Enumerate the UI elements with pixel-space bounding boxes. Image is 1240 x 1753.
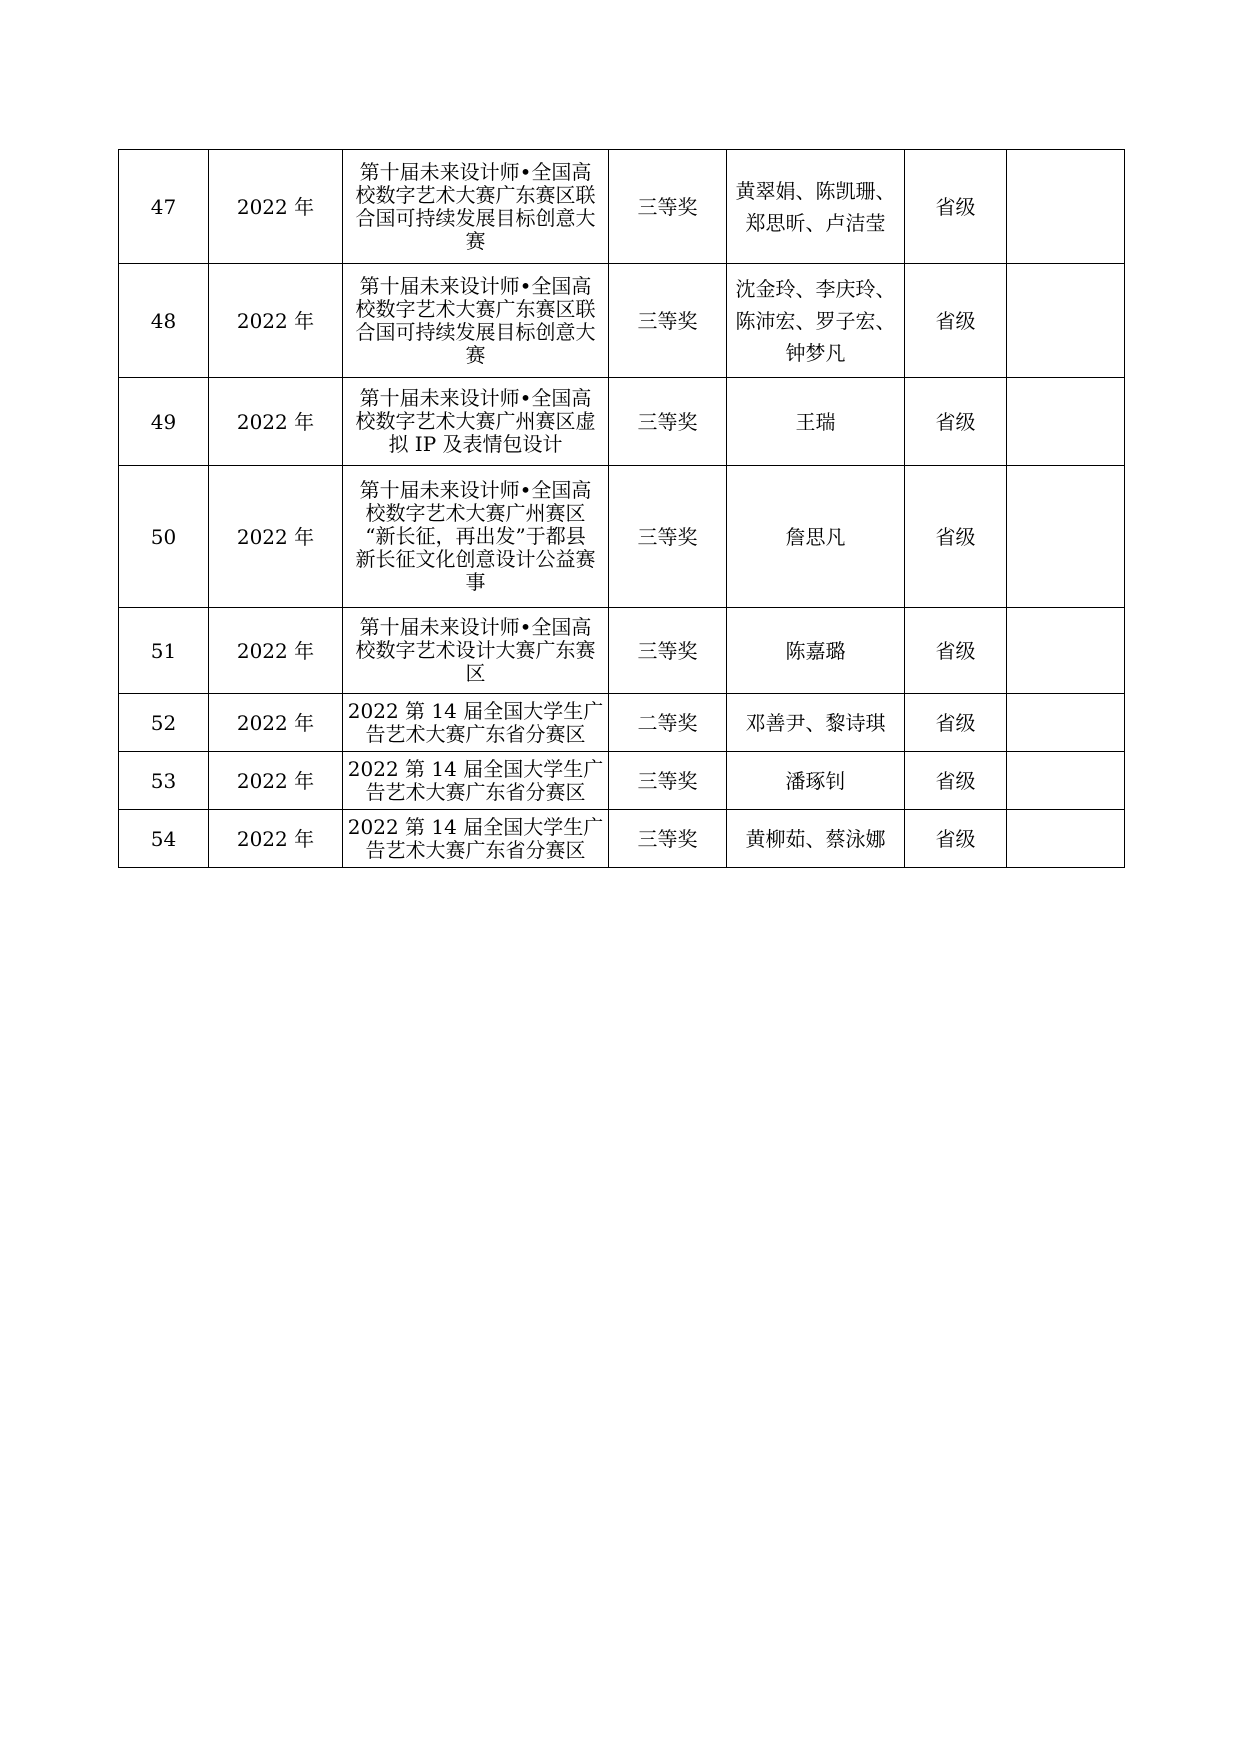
- competition-name-line: 校数字艺术大赛广州赛区: [365, 501, 586, 525]
- prize-level: 三等奖: [609, 466, 727, 608]
- winners-line: 陈嘉璐: [785, 638, 846, 663]
- winners: [727, 378, 905, 466]
- table-row: [119, 264, 1125, 378]
- competition-name-line: 2022 第 14 届全国大学生广: [347, 756, 604, 781]
- winners-line: 沈金玲、李庆玲、: [735, 276, 896, 301]
- competition-name-line: 2022 第 14 届全国大学生广: [347, 698, 604, 723]
- competition-name-line: 第十届未来设计师•全国高: [359, 615, 592, 639]
- winners-line: 钟梦凡: [785, 340, 846, 365]
- row-year: 2022 年: [209, 150, 343, 264]
- award-grade: 省级: [905, 694, 1007, 752]
- row-year: 2022 年: [209, 264, 343, 378]
- award-grade: 省级: [905, 608, 1007, 694]
- row-number: 49: [119, 378, 209, 466]
- competition-name: [343, 694, 609, 752]
- winners-line: 潘琢钊: [785, 768, 846, 793]
- prize-level: 三等奖: [609, 378, 727, 466]
- row-number: 53: [119, 752, 209, 810]
- competition-name-line: 第十届未来设计师•全国高: [359, 478, 592, 502]
- competition-name-line: 第十届未来设计师•全国高: [359, 159, 592, 184]
- row-year: 2022 年: [209, 694, 343, 752]
- remark: [1007, 150, 1125, 264]
- award-grade: 省级: [905, 264, 1007, 378]
- winners-line: 黄柳茹、蔡泳娜: [745, 826, 886, 851]
- row-year: 2022 年: [209, 810, 343, 868]
- row-number: 51: [119, 608, 209, 694]
- competition-name-line: 赛: [465, 228, 486, 253]
- competition-name-line: 新长征文化创意设计公益赛: [355, 547, 596, 571]
- competition-name: [343, 378, 609, 466]
- remark: [1007, 694, 1125, 752]
- competition-name-line: 拟 IP 及表情包设计: [388, 432, 563, 456]
- row-year: 2022 年: [209, 466, 343, 608]
- row-year: 2022 年: [209, 378, 343, 466]
- prize-level: 三等奖: [609, 752, 727, 810]
- competition-name-line: 第十届未来设计师•全国高: [359, 273, 592, 298]
- row-number: 48: [119, 264, 209, 378]
- competition-name-line: 告艺术大赛广东省分赛区: [365, 779, 586, 804]
- awards-table: [118, 149, 1125, 868]
- table-row: [119, 608, 1125, 694]
- competition-name-line: 第十届未来设计师•全国高: [359, 386, 592, 410]
- winners: [727, 466, 905, 608]
- table-row: [119, 694, 1125, 752]
- remark: [1007, 264, 1125, 378]
- competition-name: [343, 264, 609, 378]
- row-number: 47: [119, 150, 209, 264]
- prize-level: 三等奖: [609, 608, 727, 694]
- competition-name-line: 校数字艺术大赛广州赛区虚: [355, 409, 596, 433]
- row-year: 2022 年: [209, 752, 343, 810]
- row-number: 54: [119, 810, 209, 868]
- competition-name: [343, 752, 609, 810]
- winners-line: 陈沛宏、罗子宏、: [735, 308, 896, 333]
- competition-name-line: 校数字艺术设计大赛广东赛: [355, 638, 596, 662]
- prize-level: 三等奖: [609, 150, 727, 264]
- winners: [727, 150, 905, 264]
- winners-line: 郑思昕、卢洁莹: [745, 210, 886, 235]
- table-row: [119, 752, 1125, 810]
- table-row: [119, 810, 1125, 868]
- competition-name-line: “新长征，再出发”于都县: [365, 524, 586, 548]
- prize-level: 三等奖: [609, 810, 727, 868]
- winners-line: 邓善尹、黎诗琪: [745, 710, 886, 735]
- awards-table-body: [119, 150, 1125, 868]
- award-grade: 省级: [905, 810, 1007, 868]
- remark: [1007, 810, 1125, 868]
- competition-name: [343, 466, 609, 608]
- award-grade: 省级: [905, 752, 1007, 810]
- winners: [727, 810, 905, 868]
- remark: [1007, 608, 1125, 694]
- competition-name-line: 赛: [465, 342, 486, 367]
- competition-name-line: 校数字艺术大赛广东赛区联: [355, 182, 596, 207]
- table-row: [119, 150, 1125, 264]
- row-number: 50: [119, 466, 209, 608]
- competition-name: [343, 150, 609, 264]
- remark: [1007, 378, 1125, 466]
- competition-name-line: 告艺术大赛广东省分赛区: [365, 837, 586, 862]
- row-number: 52: [119, 694, 209, 752]
- winners-line: 詹思凡: [785, 524, 846, 549]
- winners-line: 王瑞: [795, 409, 836, 434]
- award-grade: 省级: [905, 150, 1007, 264]
- winners-line: 黄翠娟、陈凯珊、: [735, 178, 896, 203]
- table-row: [119, 378, 1125, 466]
- prize-level: 二等奖: [609, 694, 727, 752]
- competition-name-line: 2022 第 14 届全国大学生广: [347, 814, 604, 839]
- competition-name-line: 合国可持续发展目标创意大: [355, 319, 596, 344]
- table-row: [119, 466, 1125, 608]
- competition-name: [343, 608, 609, 694]
- award-grade: 省级: [905, 378, 1007, 466]
- award-grade: 省级: [905, 466, 1007, 608]
- winners: [727, 752, 905, 810]
- competition-name-line: 区: [465, 661, 486, 685]
- row-year: 2022 年: [209, 608, 343, 694]
- competition-name-line: 合国可持续发展目标创意大: [355, 205, 596, 230]
- remark: [1007, 466, 1125, 608]
- competition-name-line: 告艺术大赛广东省分赛区: [365, 721, 586, 746]
- competition-name: [343, 810, 609, 868]
- competition-name-line: 事: [465, 570, 486, 594]
- prize-level: 三等奖: [609, 264, 727, 378]
- remark: [1007, 752, 1125, 810]
- competition-name-line: 校数字艺术大赛广东赛区联: [355, 296, 596, 321]
- winners: [727, 608, 905, 694]
- winners: [727, 264, 905, 378]
- winners: [727, 694, 905, 752]
